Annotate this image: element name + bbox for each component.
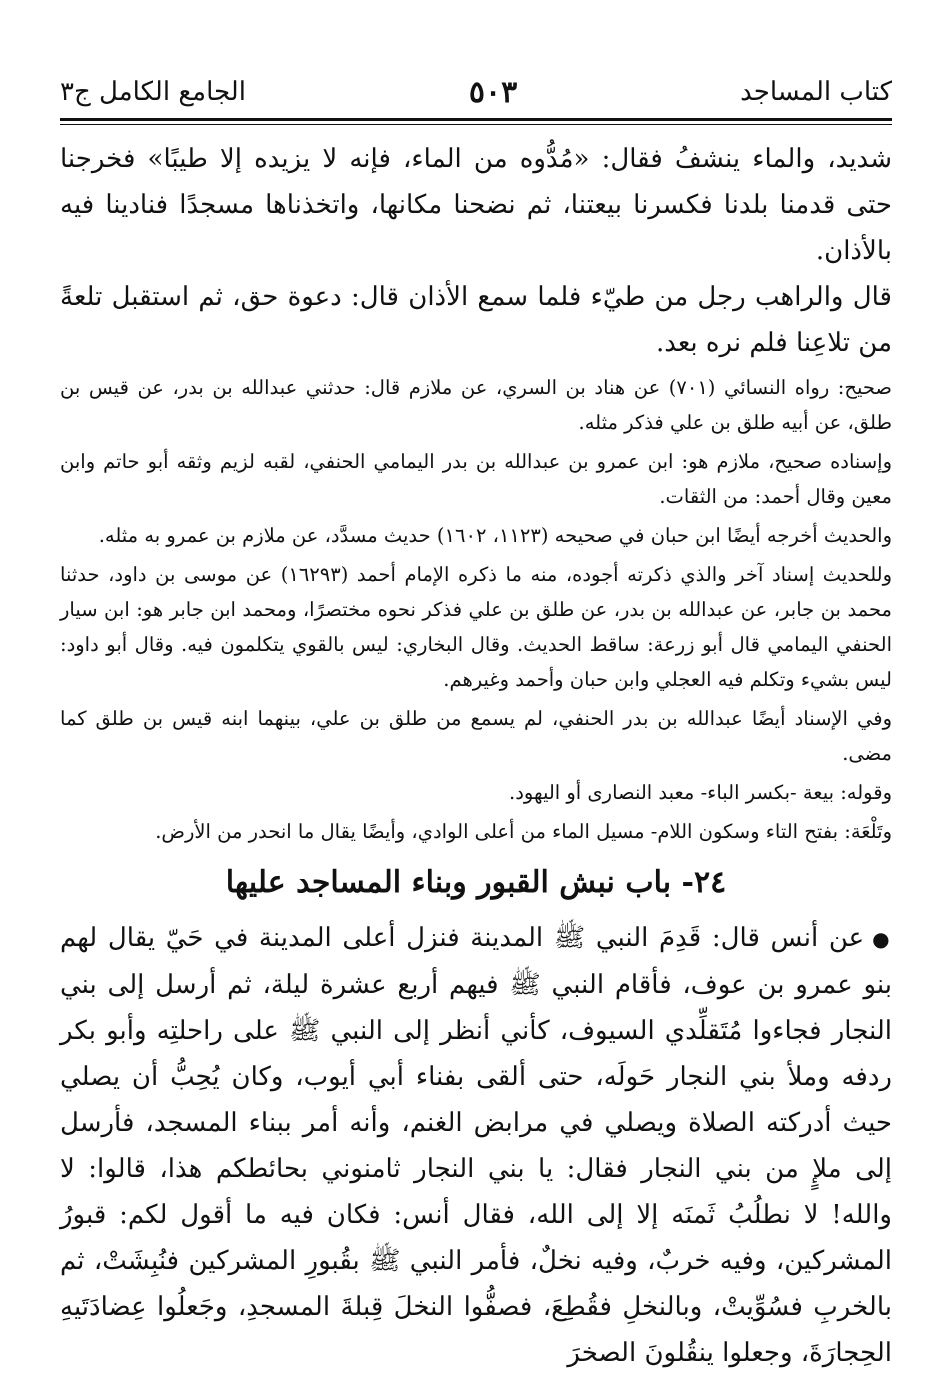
header-book-title: كتاب المساجد [740, 77, 892, 107]
footnote-paragraph: وقوله: بيعة -بكسر الباء- معبد النصارى أو اليهود. [509, 781, 892, 804]
footnote-paragraph: وفي الإسناد أيضًا عبدالله بن بدر الحنفي، لم يسمع من طلق بن علي، بينهما ابنه قيس بن طلق كما مضى. [60, 707, 892, 765]
text-paragraph: قال والراهب رجل من طيّء فلما سمع الأذان قال: دعوة حق، ثم استقبل تلعةً من تلاعِنا فلم نره بعد. [60, 282, 892, 358]
page-header [60, 72, 892, 112]
header-rule-thin [60, 124, 892, 125]
footnote-paragraph: وإسناده صحيح، ملازم هو: ابن عمرو بن عبدالله بن بدر اليمامي الحنفي، لقبه لزيم وثقه أبو حاتم وابن معين وقال أحمد: من الثقات. [60, 450, 892, 508]
hadith-text: عن أنس قال: قَدِمَ النبي ﷺ المدينة فنزل أعلى المدينة في حَيّ يقال لهم بنو عمرو بن عوف، فأقام النبي ﷺ فيهم أربع عشرة ليلة، ثم أرسل إلى بني النجار فجاءوا مُتَقلِّدي السيوف، كأني أنظر إلى النبي ﷺ على راحلتِه وأبو بكر ردفه وملأ بني النجار حَولَه، حتى ألقى بفناء أبي أيوب، وكان يُحِبُّ أن يصلي حيث أدركته الصلاة ويصلي في مرابض الغنم، وأنه أمر ببناء المسجد، فأرسل إلى ملإٍ من بني النجار فقال: يا بني النجار ثامنوني بحائطكم هذا، قالوا: لا والله! لا نطلُبُ ثَمنَه إلا إلى الله، فقال أنس: فكان فيه ما أقول لكم: قبورُ المشركين، وفيه خربٌ، وفيه نخلٌ، فأمر النبي ﷺ بقُبورِ المشركين فنُبِشَتْ، ثم بالخربِ فسُوِّيتْ، وبالنخلِ فقُطِعَ، فصفُّوا النخلَ قِبلةَ المسجدِ، وجَعلُوا عِضادَتَيهِ الحِجارَةَ، وجعلوا ينقُلونَ الصخرَ [60, 923, 892, 1368]
hadith-paragraph [60, 915, 892, 1376]
header-rule-thick [60, 118, 892, 121]
footnote-paragraph: وتَلْعَة: بفتح التاء وسكون اللام- مسيل الماء من أعلى الوادي، وأيضًا يقال ما انحدر من الأرض. [155, 820, 892, 843]
footnote-paragraph: صحيح: رواه النسائي (٧٠١) عن هناد بن السري، عن ملازم قال: حدثني عبدالله بن بدر، عن قيس بن طلق، عن أبيه طلق بن علي فذكر مثله. [60, 376, 892, 434]
header-volume-title: الجامع الكامل ج٣ [60, 77, 246, 107]
chapter-title: ٢٤- باب نبش القبور وبناء المساجد عليها [225, 865, 727, 900]
footnote-paragraph: وللحديث إسناد آخر والذي ذكرته أجوده، منه ما ذكره الإمام أحمد (١٦٢٩٣) عن موسى بن داود، حدثنا محمد بن جابر، عن عبدالله بن بدر، عن طلق بن علي فذكر نحوه مختصرًا، ومحمد ابن جابر هو: ابن سيار الحنفي اليمامي قال أبو زرعة: ساقط الحديث. وقال البخاري: ليس بالقوي يتكلمون فيه. وقال أبو داود: ليس بشيء وتكلم فيه العجلي وابن حبان وأحمد وغيرهم. [60, 563, 893, 691]
page-number: ٥٠٣ [468, 74, 518, 110]
page-body [60, 136, 892, 1376]
footnote-paragraph: والحديث أخرجه أيضًا ابن حبان في صحيحه (١١٢٣، ١٦٠٢) حديث مسدَّد، عن ملازم بن عمرو به مثله. [98, 524, 892, 547]
bullet-icon: ● [872, 927, 892, 951]
text-paragraph: شديد، والماء ينشفُ فقال: «مُدُّوه من الماء، فإنه لا يزيده إلا طيبًا» فخرجنا حتى قدمنا بلدنا فكسرنا بيعتنا، ثم نضحنا مكانها، واتخذناها مسجدًا فنادينا فيه بالأذان. [60, 144, 892, 266]
